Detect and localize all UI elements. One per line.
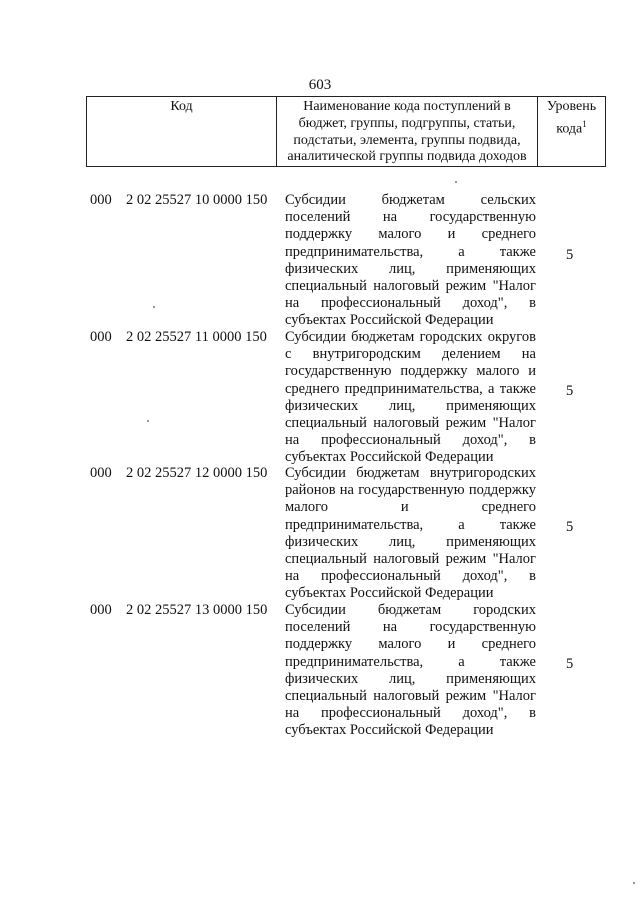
scan-speck xyxy=(455,181,457,183)
header-level xyxy=(538,97,606,167)
admin-code: 000 xyxy=(90,192,112,208)
code-level: 5 xyxy=(566,247,574,263)
income-code: 2 02 25527 12 0000 150 xyxy=(126,465,268,481)
header-row xyxy=(87,97,606,167)
header-name: Наименование кода поступлений в бюджет, группы, подгруппы, статьи, подстатьи, элемента, группы подвида, аналитической группы подвида доходов xyxy=(277,97,538,167)
income-code: 2 02 25527 11 0000 150 xyxy=(126,329,267,345)
income-name: Субсидии бюджетам городских поселений на государственную поддержку малого и среднего предпринимательства, а также физических лиц, применяющих специальный налоговый режим "Налог на профессиональный доход", в субъектах Российской Федерации xyxy=(285,602,536,739)
scan-speck xyxy=(147,420,149,422)
scan-speck xyxy=(153,306,155,308)
income-name: Субсидии бюджетам сельских поселений на государственную поддержку малого и среднего предпринимательства, а также физических лиц, применяющих специальный налоговый режим "Налог на профессиональный доход", в субъектах Российской Федерации xyxy=(285,192,536,329)
code-level: 5 xyxy=(566,383,574,399)
admin-code: 000 xyxy=(90,465,112,481)
code-level: 5 xyxy=(566,656,574,672)
income-code: 2 02 25527 13 0000 150 xyxy=(126,602,268,618)
income-code: 2 02 25527 10 0000 150 xyxy=(126,192,268,208)
header-level-label: Уровень кода xyxy=(546,99,597,137)
header-code: Код xyxy=(87,97,277,167)
income-name: Субсидии бюджетам внутригородских районов на государственную поддержку малого и среднего предпринимательства, а также физических лиц, применяющих специальный налоговый режим "Налог на профессиональный доход", в субъектах Российской Федерации xyxy=(285,465,536,602)
admin-code: 000 xyxy=(90,602,112,618)
scan-speck xyxy=(633,882,635,884)
income-name: Субсидии бюджетам городских округов с внутригородским делением на государственную поддержку малого и среднего предпринимательства, а также физических лиц, применяющих специальный налоговый режим "Налог на профессиональный доход", в субъектах Российской Федерации xyxy=(285,329,536,466)
admin-code: 000 xyxy=(90,329,112,345)
header-table xyxy=(86,96,606,167)
code-level: 5 xyxy=(566,519,574,535)
page-number: 603 xyxy=(308,77,332,93)
header-level-footnote: 1 xyxy=(582,118,587,129)
